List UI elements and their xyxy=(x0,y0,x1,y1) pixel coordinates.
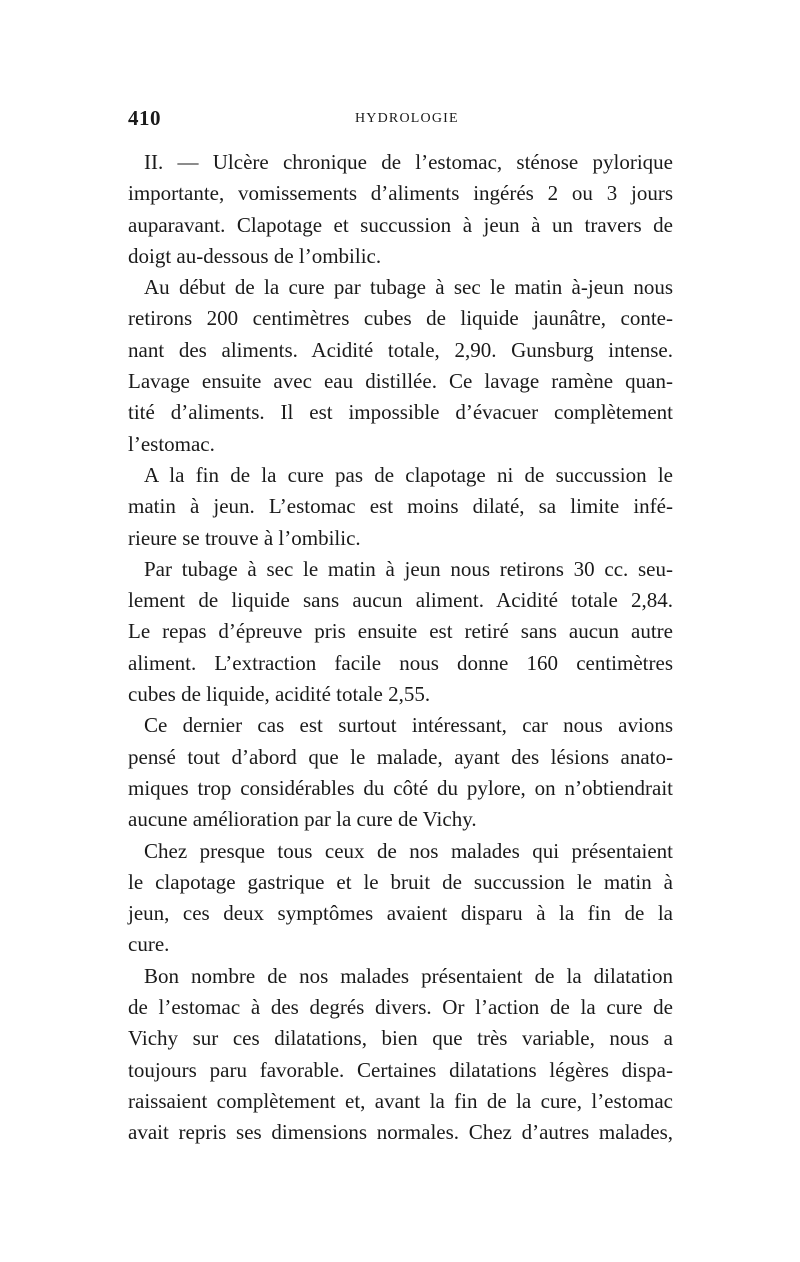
text-line: miques trop considérables du côté du pylore, on n’obtiendrait xyxy=(128,775,673,800)
text-line: raissaient complètement et, avant la fin de la cure, l’estomac xyxy=(128,1088,673,1113)
text-line: toujours paru favorable. Certaines dilatations légères dispa- xyxy=(128,1057,673,1082)
text-line: aliment. L’extraction facile nous donne 160 centimètres xyxy=(128,650,673,675)
text-line: Vichy sur ces dilatations, bien que très variable, nous a xyxy=(128,1026,673,1051)
text-line: Ce dernier cas est surtout intéressant, car nous avions xyxy=(144,713,673,738)
text-line: nant des aliments. Acidité totale, 2,90. Gunsburg intense. xyxy=(128,337,673,362)
text-line: A la fin de la cure pas de clapotage ni de succussion le xyxy=(144,462,673,487)
text-line: avait repris ses dimensions normales. Chez d’autres malades, xyxy=(128,1120,673,1145)
text-line: Lavage ensuite avec eau distillée. Ce lavage ramène quan- xyxy=(128,369,673,394)
text-line: tité d’aliments. Il est impossible d’évacuer complètement xyxy=(128,400,673,425)
text-line: Par tubage à sec le matin à jeun nous retirons 30 cc. seu- xyxy=(144,556,673,581)
text-line: importante, vomissements d’aliments ingérés 2 ou 3 jours xyxy=(128,181,673,206)
text-line: cure. xyxy=(128,932,170,957)
text-line: aucune amélioration par la cure de Vichy. xyxy=(128,807,477,832)
body-text xyxy=(128,147,673,1149)
text-line: de l’estomac à des degrés divers. Or l’action de la cure de xyxy=(128,995,673,1020)
text-line: l’estomac. xyxy=(128,431,215,456)
text-line: Le repas d’épreuve pris ensuite est retiré sans aucun autre xyxy=(128,619,673,644)
text-line: Au début de la cure par tubage à sec le matin à-jeun nous xyxy=(144,275,673,300)
text-line: II. — Ulcère chronique de l’estomac, sténose pylorique xyxy=(144,150,673,174)
text-line: le clapotage gastrique et le bruit de succussion le matin à xyxy=(128,869,673,894)
text-line: rieure se trouve à l’ombilic. xyxy=(128,525,361,550)
text-line: Chez presque tous ceux de nos malades qui présentaient xyxy=(144,838,673,863)
text-line: Bon nombre de nos malades présentaient de la dilatation xyxy=(144,963,673,988)
text-line: doigt au-dessous de l’ombilic. xyxy=(128,243,382,268)
text-line: retirons 200 centimètres cubes de liquide jaunâtre, conte- xyxy=(128,306,673,331)
running-head xyxy=(128,106,673,136)
text-line: matin à jeun. L’estomac est moins dilaté, sa limite infé- xyxy=(128,494,673,519)
text-line: auparavant. Clapotage et succussion à jeun à un travers de xyxy=(128,212,673,237)
text-line: pensé tout d’abord que le malade, ayant des lésions anato- xyxy=(128,744,673,769)
page-number: 410 xyxy=(128,106,161,130)
text-line: jeun, ces deux symptômes avaient disparu à la fin de la xyxy=(128,901,673,926)
text-line: cubes de liquide, acidité totale 2,55. xyxy=(128,682,431,707)
text-line: lement de liquide sans aucun aliment. Acidité totale 2,84. xyxy=(128,588,673,613)
running-title: HYDROLOGIE xyxy=(355,111,459,126)
